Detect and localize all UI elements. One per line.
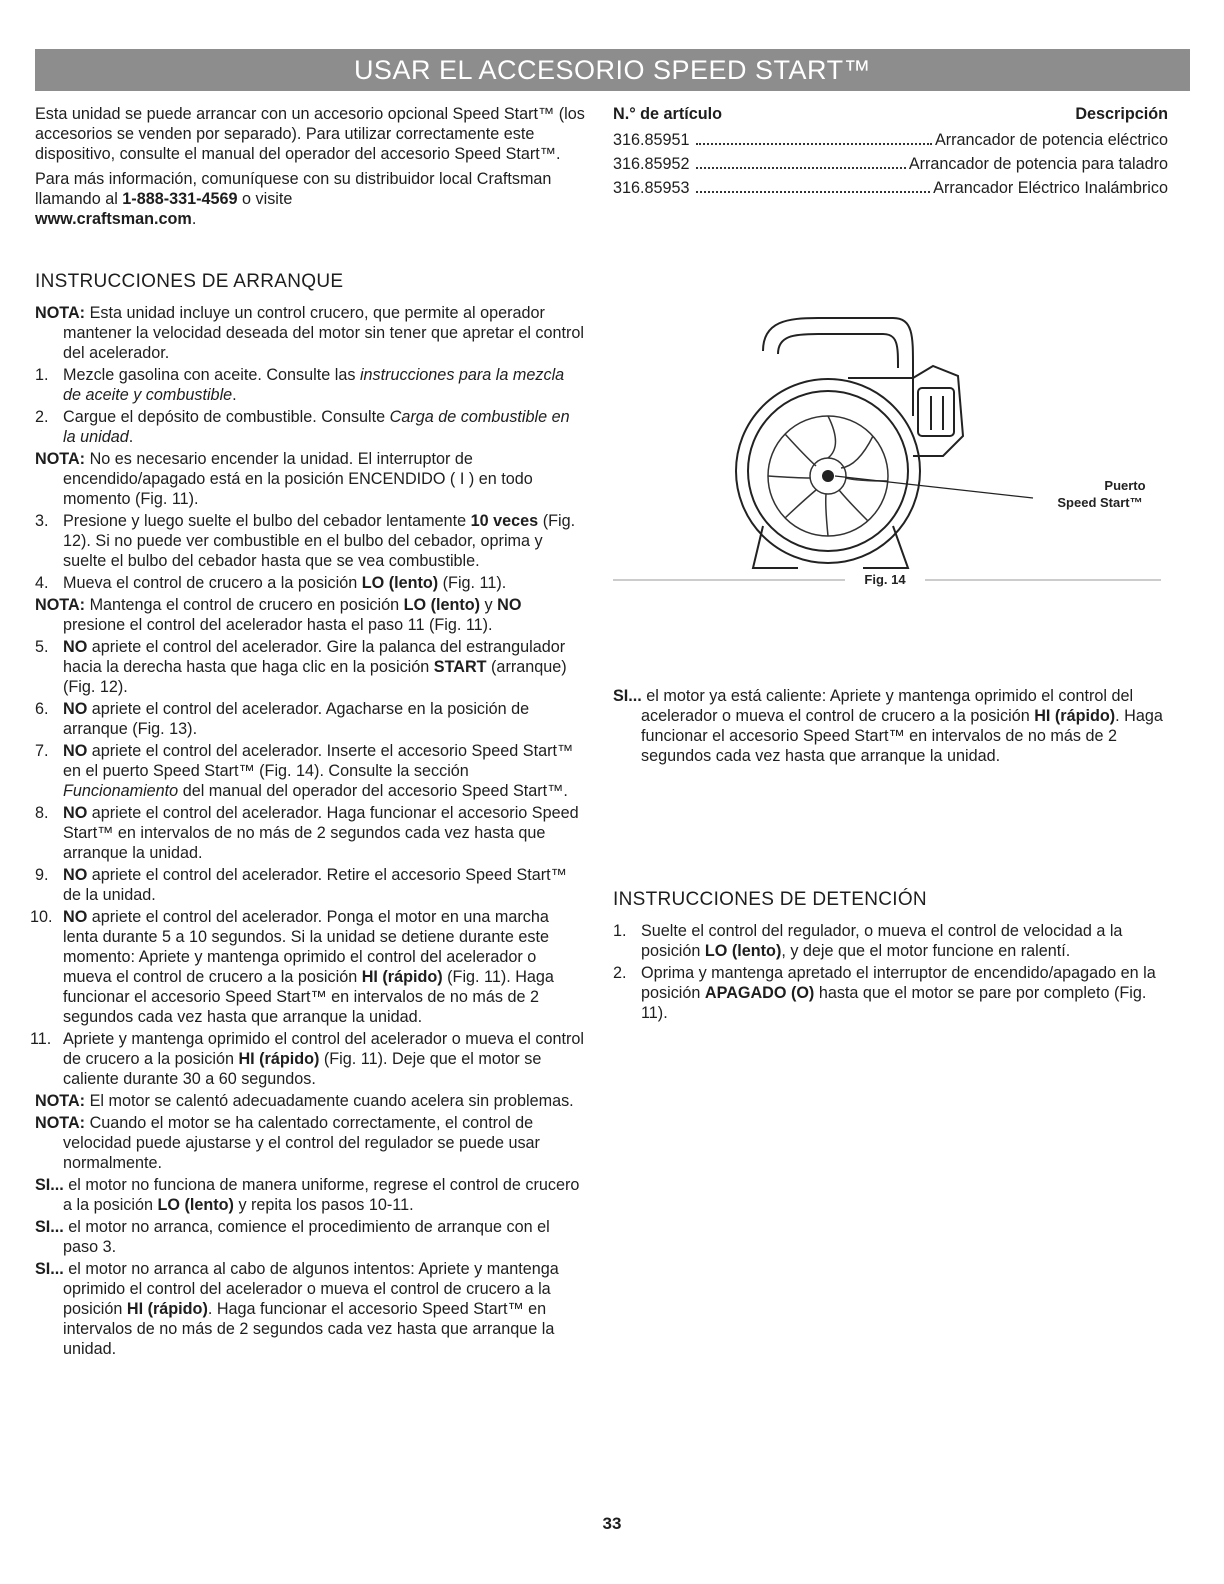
step-8: 8. NO apriete el control del acelerador. Haga funcionar el accesorio Speed Start™ en intervalos de no más de 2 segundos cada vez hasta que arranque la unidad. [35, 804, 579, 862]
step-5: 5. NO apriete el control del acelerador. Gire la palanca del estrangulador hacia la derecha hasta que haga clic en la posición START (arranque) (Fig. 12). [35, 638, 567, 696]
figure-caption: Fig. 14 [864, 572, 906, 587]
start-heading: INSTRUCCIONES DE ARRANQUE [35, 271, 344, 292]
left-column [30, 104, 585, 1361]
note-1: NOTA: Esta unidad incluye un control crucero, que permite al operador mantener la velocidad deseada del motor sin tener que apretar el control del acelerador. [35, 304, 585, 362]
step-2: 2. Cargue el depósito de combustible. Consulte Carga de combustible en la unidad. [35, 408, 570, 446]
warm-engine-block [613, 686, 1163, 768]
step-6: 6. NO apriete el control del acelerador. Agacharse en la posición de arranque (Fig. 13). [35, 700, 530, 738]
step-11: 11. Apriete y mantenga oprimido el control del acelerador o mueva el control de crucero a la posición HI (rápido) (Fig. 11). Deje que el motor se caliente durante 30 a 60 segundos. [30, 1030, 584, 1088]
parts-row: 316.85952 Arrancador de potencia para taladro [613, 155, 1168, 173]
website-link[interactable]: www.craftsman.com [35, 210, 192, 228]
stop-step-2: 2. Oprima y mantenga apretado el interruptor de encendido/apagado en la posición APAGADO (O) hasta que el motor se pare por completo (Fig. 11). [613, 964, 1156, 1022]
step-4: 4. Mueva el control de crucero a la posición LO (lento) (Fig. 11). [35, 574, 507, 592]
callout-label-line2: Speed Start™ [1057, 495, 1143, 510]
parts-table-header [613, 104, 1168, 124]
section-banner: USAR EL ACCESORIO SPEED START™ [35, 49, 1190, 91]
speed-start-port [822, 470, 834, 482]
right-column [613, 104, 1168, 202]
step-3: 3. Presione y luego suelte el bulbo del cebador lentamente 10 veces (Fig. 12). Si no puede ver combustible en el bulbo del cebador, oprima y suelte el bulbo del cebador hasta que se vea combustible. [35, 512, 576, 570]
stop-section [613, 888, 1163, 1025]
intro-paragraph: Esta unidad se puede arrancar con un accesorio opcional Speed Start™ (los accesorios se venden por separado). Para utilizar correctamente este dispositivo, consulte el manual del operador del accesorio Speed Start™. [35, 105, 585, 163]
note-2: NOTA: No es necesario encender la unidad. El interruptor de encendido/apagado está en la posición ENCENDIDO ( I ) en todo momento (Fig. 11). [35, 450, 533, 508]
note-5: NOTA: Cuando el motor se ha calentado correctamente, el control de velocidad puede ajustarse y el control del regulador se puede usar normalmente. [35, 1114, 540, 1172]
step-1: 1. Mezcle gasolina con aceite. Consulte las instrucciones para la mezcla de aceite y combustible. [35, 366, 565, 404]
note-3: NOTA: Mantenga el control de crucero en posición LO (lento) y NO presione el control del acelerador hasta el paso 11 (Fig. 11). [35, 596, 522, 634]
page-number: 33 [602, 1514, 622, 1533]
step-9: 9. NO apriete el control del acelerador. Retire el accesorio Speed Start™ de la unidad. [35, 866, 567, 904]
if-note-2: SI... el motor no arranca, comience el procedimiento de arranque con el paso 3. [35, 1218, 550, 1256]
if-note-3: SI... el motor no arranca al cabo de algunos intentos: Apriete y mantenga oprimido el control del acelerador o mueva el control de crucero a la posición HI (rápido). Haga funcionar el accesorio Speed Start™ en intervalos de no más de 2 segundos cada vez hasta que arranque la unidad. [35, 1260, 559, 1358]
step-7: 7. NO apriete el control del acelerador. Inserte el accesorio Speed Start™ en el puerto Speed Start™ (Fig. 14). Consulte la sección Funcionamiento del manual del operador del accesorio Speed Start™. [35, 742, 574, 800]
parts-row: 316.85953 Arrancador Eléctrico Inalámbrico [613, 179, 1168, 197]
phone-number: 1-888-331-4569 [122, 190, 238, 208]
parts-row: 316.85951 Arrancador de potencia eléctrico [613, 131, 1168, 149]
step-10: 10. NO apriete el control del acelerador. Ponga el motor en una marcha lenta durante 5 a 10 segundos. Si la unidad se detiene durante este momento: Apriete y mantenga oprimido el control del acelerador o mueva el control de crucero a la posición HI (rápido) (Fig. 11). Haga funcionar el accesorio Speed Start™ en intervalos de no más de 2 segundos cada vez hasta que arranque la unidad. [30, 908, 554, 1026]
col-item-number: N.° de artículo [613, 105, 723, 123]
stop-heading: INSTRUCCIONES DE DETENCIÓN [613, 889, 927, 910]
stop-step-1: 1. Suelte el control del regulador, o mueva el control de velocidad a la posición LO (lento), y deje que el motor funcione en ralentí. [613, 922, 1123, 960]
callout-label-line1: Puerto [1104, 478, 1146, 493]
blower-illustration [613, 306, 1161, 596]
col-description: Descripción [1075, 105, 1168, 123]
if-note-1: SI... el motor no funciona de manera uniforme, regrese el control de crucero a la posición LO (lento) y repita los pasos 10-11. [35, 1176, 580, 1214]
note-4: NOTA: El motor se calentó adecuadamente cuando acelera sin problemas. [35, 1092, 574, 1110]
if-warm-note: SI... el motor ya está caliente: Apriete y mantenga oprimido el control del acelerador o mueva el control de crucero a la posición HI (rápido). Haga funcionar el accesorio Speed Start™ en intervalos de no más de 2 segundos cada vez hasta que arranque la unidad. [613, 687, 1163, 765]
figure-14 [613, 306, 1161, 596]
contact-paragraph: Para más información, comuníquese con su distribuidor local Craftsman llamando al 1-888-331-4569 o visite www.craftsman.com. [35, 170, 552, 228]
